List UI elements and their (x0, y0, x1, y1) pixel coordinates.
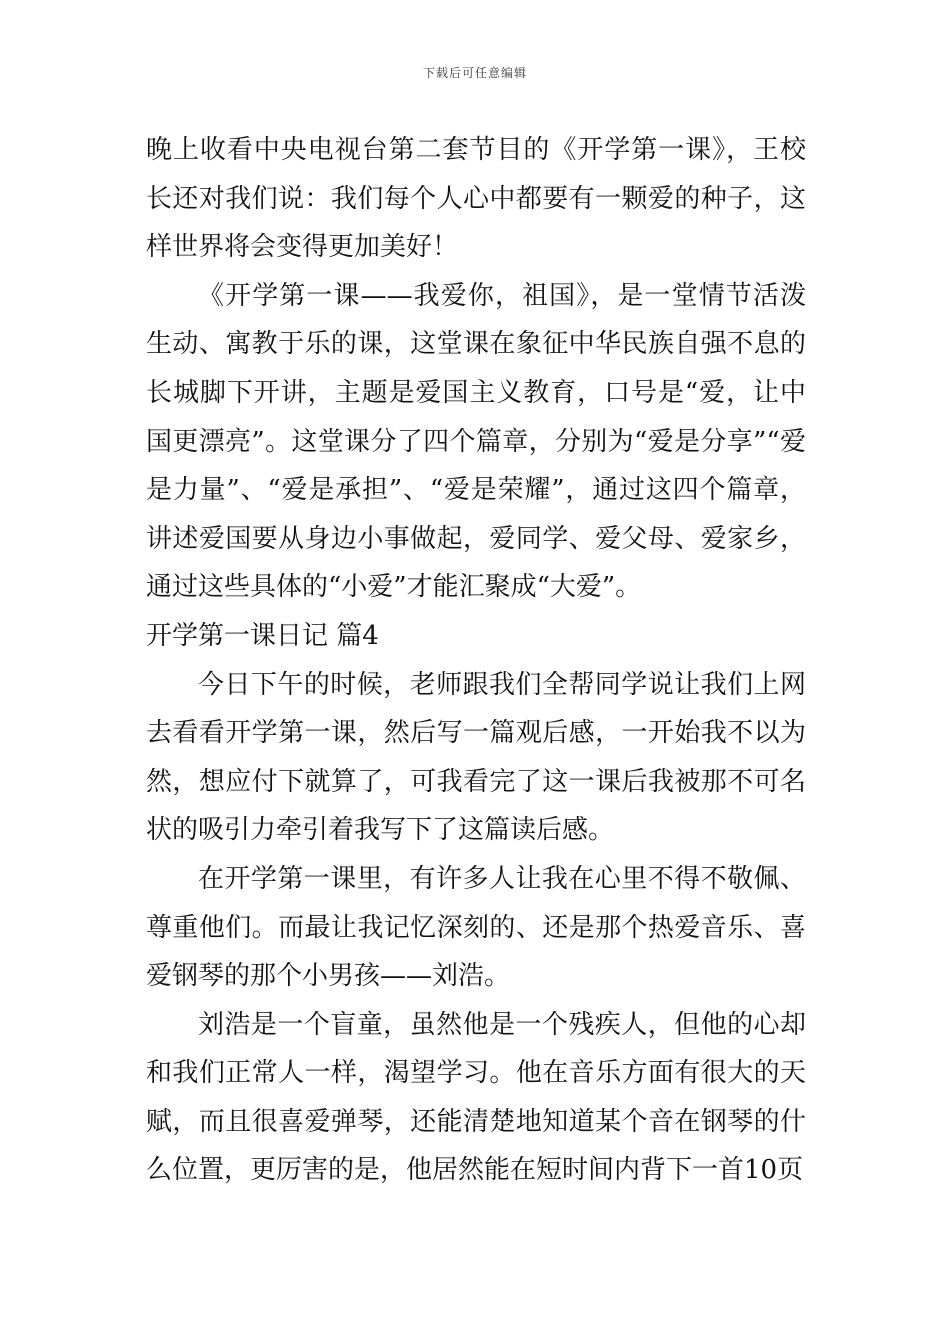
paragraph-3: 今日下午的时候，老师跟我们全帮同学说让我们上网去看看开学第一课，然后写一篇观后感，一开始我不以为然，想应付下就算了，可我看完了这一课后我被那不可名状的吸引力牵引着我写下了这篇读后感。 (146, 669, 806, 846)
section-heading: 开学第一课日记 篇4 (146, 620, 379, 651)
page-header: 下载后可任意编辑 (422, 66, 527, 80)
paragraph-5: 刘浩是一个盲童，虽然他是一个残疾人，但他的心却和我们正常人一样，渴望学习。他在音乐方面有很大的天赋，而且很喜爱弹琴，还能清楚地知道某个音在钢琴的什么位置，更厉害的是，他居然能在短时间内背下一首10页 (146, 1009, 806, 1186)
document-body (146, 126, 806, 1195)
paragraph-2: 《开学第一课——我爱你，祖国》，是一堂情节活泼生动、寓教于乐的课，这堂课在象征中华民族自强不息的长城脚下开讲，主题是爱国主义教育，口号是“爱，让中国更漂亮”。这堂课分了四个篇章，分别为“爱是分享”“爱是力量”、“爱是承担”、“爱是荣耀”，通过这四个篇章，讲述爱国要从身边小事做起，爱同学、爱父母、爱家乡，通过这些具体的“小爱”才能汇聚成“大爱”。 (146, 280, 806, 603)
paragraph-1: 晚上收看中央电视台第二套节目的《开学第一课》，王校长还对我们说：我们每个人心中都要有一颗爱的种子，这样世界将会变得更加美好！ (146, 135, 806, 263)
paragraph-4: 在开学第一课里，有许多人让我在心里不得不敬佩、尊重他们。而最让我记忆深刻的、还是那个热爱音乐、喜爱钢琴的那个小男孩——刘浩。 (146, 863, 806, 992)
